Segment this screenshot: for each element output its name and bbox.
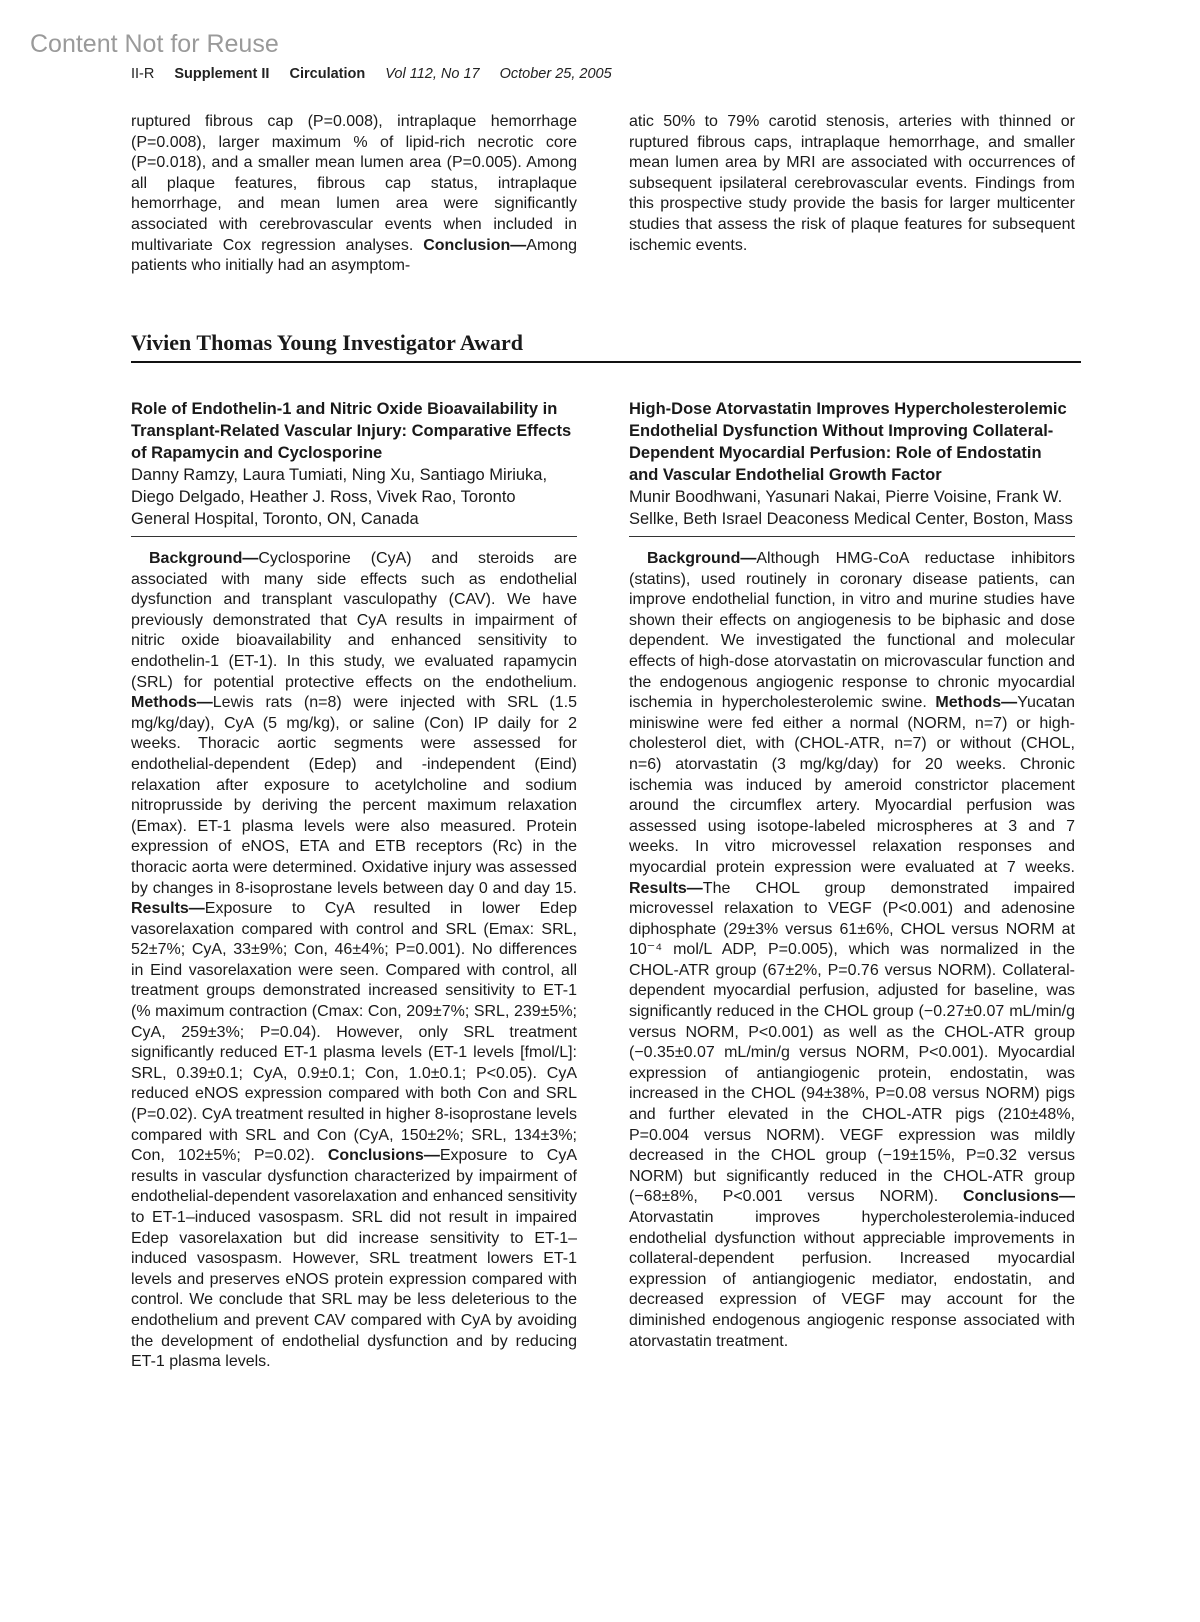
abstract-body: Background—Cyclosporine (CyA) and steroids are associated with many side effects such as endothelial dysfunction and transplant vasculopathy (CAV). We have previously demonstrated that CyA results in impairment of nitric oxide bioavailability and enhanced sensitivity to endothelin-1 (ET-1). In this study, we evaluated rapamycin (SRL) for potential protective effects on the endothelium. Methods—Lewis rats (n=8) were injected with SRL (1.5 mg/kg/day), CyA (5 mg/kg), or saline (Con) IP daily for 2 weeks. Thoracic aortic segments were assessed for endothelial-dependent (Edep) and -independent (Eind) relaxation after exposure to acetylcholine and sodium nitroprusside by deriving the percent maximum relaxation (Emax). ET-1 plasma levels were also measured. Protein expression of eNOS, ETA and ETB receptors (Rc) in the thoracic aorta were determined. Oxidative injury was assessed by changes in 8-isoprostane levels between day 0 and day 15. Results—Exposure to CyA resulted in lower Edep vasorelaxation compared with control and SRL (Emax: SRL, 52±7%; CyA, 33±9%; Con, 46±4%; P=0.001). No differences in Eind vasorelaxation were seen. Compared with control, all treatment groups demonstrated increased sensitivity to ET-1 (% maximum contraction (Cmax: Con, 209±7%; SRL, 239±5%; CyA, 259±3%; P=0.04). However, only SRL treatment significantly reduced ET-1 plasma levels (ET-1 levels [fmol/L]: SRL, 0.39±0.1; CyA, 0.9±0.1; Con, 1.0±0.1; P<0.05). CyA reduced eNOS expression compared with both Con and SRL (P=0.02). CyA treatment resulted in higher 8-isoprostane levels compared with SRL and Con (CyA, 150±2%; SRL, 134±3%; Con, 102±5%; P=0.02). Conclusions—Exposure to CyA results in vascular dysfunction characterized by impairment of endothelial-dependent vasorelaxation and enhanced sensitivity to ET-1–induced vasospasm. SRL did not result in impaired Edep vasorelaxation but did increase sensitivity to ET-1–induced vasospasm. However, SRL treatment lowers ET-1 levels and preserves eNOS protein expression compared with control. We conclude that SRL may be less deleterious to the endothelium and prevent CAV compared with CyA by avoiding the development of endothelial dysfunction and by reducing ET-1 plasma levels. [131,550,578,1371]
issue-date: October 25, 2005 [499,66,612,82]
conclusion-label: Conclusion— [423,236,527,254]
abstract-boodhwani [629,398,1075,1352]
supplement-label: Supplement II [174,66,270,82]
abstract-body: Background—Although HMG-CoA reductase inhibitors (statins), used routinely in coronary disease patients, can improve endothelial function, in vitro and murine studies have shown their effects on angiogenesis to be biphasic and dose dependent. We investigated the functional and molecular effects of high-dose atorvastatin on microvascular function and the endogenous angiogenic response to chronic myocardial ischemia in hypercholesterolemic swine. Methods—Yucatan miniswine were fed either a normal (NORM, n=7) or high-cholesterol diet, with (CHOL-ATR, n=7) or without (CHOL, n=6) atorvastatin (3 mg/kg/day) for 20 weeks. Chronic ischemia was induced by ameroid constrictor placement around the circumflex artery. Myocardial perfusion was assessed using isotope-labeled microspheres at 3 and 7 weeks. In vitro microvessel relaxation responses and myocardial protein expression were evaluated at 7 weeks. Results—The CHOL group demonstrated impaired microvessel relaxation to VEGF (P<0.001) and adenosine diphosphate (29±3% versus 61±6%, CHOL versus NORM at 10⁻⁴ mol/L ADP, P=0.005), which was normalized in the CHOL-ATR group (67±2%, P=0.76 versus NORM). Collateral-dependent myocardial perfusion, adjusted for baseline, was significantly reduced in the CHOL group (−0.27±0.07 mL/min/g versus NORM, P<0.001) as well as the CHOL-ATR group (−0.35±0.07 mL/min/g versus NORM, P<0.001). Myocardial expression of antiangiogenic protein, endostatin, was increased in the CHOL (94±38%, P=0.08 versus NORM) pigs and further elevated in the CHOL-ATR pigs (210±48%, P=0.004 versus NORM). VEGF expression was mildly decreased in the CHOL group (−19±15%, P=0.32 versus NORM) but significantly reduced in the CHOL-ATR group (−68±8%, P<0.001 versus NORM). Conclusions—Atorvastatin improves hypercholesterolemia-induced endothelial dysfunction without appreciable improvements in collateral-dependent perfusion. Increased myocardial expression of antiangiogenic mediator, endostatin, and decreased expression of VEGF may account for the diminished endogenous angiogenic response associated with atorvastatin treatment. [629,550,1076,1350]
volume-issue: Vol 112, No 17 [385,66,480,82]
abstract-ramzy [131,398,577,1373]
prev-abstract-left [131,112,577,277]
running-head [131,66,628,82]
prev-abstract-continued: atic 50% to 79% carotid stenosis, arteries with thinned or ruptured fibrous caps, intraplaque hemorrhage, and smaller mean lumen area by MRI are associated with occurrences of subsequent ipsilateral cerebrovascular events. Findings from this prospective study provide the basis for larger multicenter studies that assess the risk of plaque features for subsequent ischemic events. [629,113,1075,254]
abstract-title: High-Dose Atorvastatin Improves Hypercholesterolemic Endothelial Dysfunction Without Improving Collateral-Dependent Myocardial Perfusion: Role of Endostatin and Vascular Endothelial Growth Factor [629,400,1067,484]
abstract-authors: Munir Boodhwani, Yasunari Nakai, Pierre Voisine, Frank W. Sellke, Beth Israel Deaconess Medical Center, Boston, Mass [629,488,1073,528]
abstract-title: Role of Endothelin-1 and Nitric Oxide Bioavailability in Transplant-Related Vascular Injury: Comparative Effects of Rapamycin and Cyclosporine [131,400,572,462]
prev-abstract-text: ruptured fibrous cap (P=0.008), intraplaque hemorrhage (P=0.008), larger maximum % of lipid-rich necrotic core (P=0.018), and a smaller mean lumen area (P=0.005). Among all plaque features, fibrous cap status, intraplaque hemorrhage, and mean lumen area were significantly associated with cerebrovascular events when included in multivariate Cox regression analyses. Conclusion—Among patients who initially had an asymptom- [131,113,577,275]
prev-abstract-right [629,112,1075,256]
abstract-header [131,398,577,537]
abstract-header [629,398,1075,537]
section-title: Vivien Thomas Young Investigator Award [131,330,1081,363]
journal-name: Circulation [289,66,366,82]
watermark: Content Not for Reuse [30,30,279,58]
abstract-authors: Danny Ramzy, Laura Tumiati, Ning Xu, Santiago Miriuka, Diego Delgado, Heather J. Ross, Vivek Rao, Toronto General Hospital, Toronto, ON, Canada [131,466,548,528]
page-number: II-R [131,66,155,82]
